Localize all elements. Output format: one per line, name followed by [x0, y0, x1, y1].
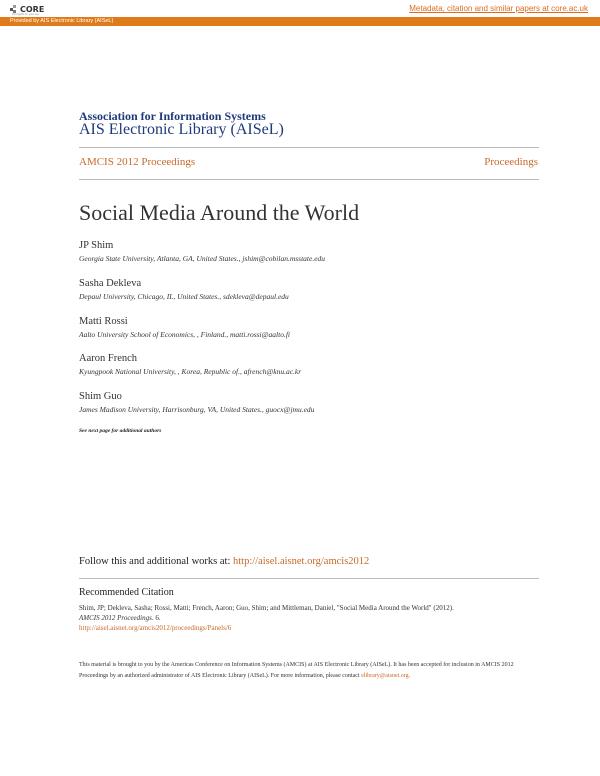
author-entry: [79, 240, 325, 263]
library-name[interactable]: AIS Electronic Library (AISeL): [79, 121, 284, 138]
follow-link[interactable]: http://aisel.aisnet.org/amcis2012: [233, 556, 370, 567]
follow-line: [79, 556, 369, 567]
citation-number: . 6.: [151, 614, 161, 622]
follow-label: Follow this and additional works at:: [79, 556, 231, 567]
see-next-page-note: See next page for additional authors: [79, 428, 162, 434]
author-entry: [79, 391, 314, 414]
availability-notice: [79, 660, 539, 682]
author-affiliation: Georgia State University, Atlanta, GA, United States., jshim@cobilan.msstate.edu: [79, 254, 326, 263]
citation-source: [79, 613, 539, 623]
top-divider: [79, 147, 539, 148]
author-name: Aaron French: [79, 353, 138, 364]
author-entry: [79, 353, 301, 376]
author-name: Matti Rossi: [79, 316, 128, 327]
core-top-bar: [0, 0, 600, 17]
core-logo-subtext: brought to you by: [12, 12, 39, 16]
citation-proceedings: AMCIS 2012 Proceedings: [79, 614, 152, 622]
proceedings-series-link[interactable]: AMCIS 2012 Proceedings: [79, 156, 196, 168]
recommended-citation-heading: Recommended Citation: [79, 587, 174, 598]
metadata-link[interactable]: Metadata, citation and similar papers at core.ac.uk: [409, 4, 588, 13]
citation-divider: [79, 578, 539, 579]
notice-end: .: [408, 673, 411, 679]
notice-text: This material is brought to you by the Americas Conference on Information Systems (AMCIS) at AIS Electronic Library (AISeL). It has been accepted for inclusion in AMCIS 2012 Proceedings by an authorized administrator of AIS Electronic Library (AISeL). For more information, please contact: [79, 662, 514, 679]
author-affiliation: James Madison University, Harrisonburg, VA, United States., guocx@jmu.edu: [79, 405, 315, 414]
author-name: Shim Guo: [79, 391, 122, 402]
proceedings-link[interactable]: Proceedings: [484, 156, 538, 168]
author-name: JP Shim: [79, 240, 114, 251]
author-affiliation: Depaul University, Chicago, IL, United States., sdekleva@depaul.edu: [79, 292, 289, 301]
citation-text: Shim, JP; Dekleva, Sasha; Rossi, Matti; French, Aaron; Guo, Shim; and Mittleman, Daniel, "Social Media Around the World" (2012).: [79, 604, 454, 612]
author-name: Sasha Dekleva: [79, 278, 142, 289]
author-affiliation: Aalto University School of Economics, , Finland., matti.rossi@aalto.fi: [79, 330, 290, 339]
paper-title: Social Media Around the World: [79, 200, 360, 225]
author-entry: [79, 278, 289, 301]
provided-by-text: Provided by AIS Electronic Library (AISeL): [10, 18, 114, 24]
author-entry: [79, 316, 290, 339]
provided-by-banner: [0, 17, 600, 26]
recommended-citation-body: [79, 603, 539, 633]
contact-email-link[interactable]: elibrary@aisnet.org: [361, 673, 409, 679]
nav-divider: [79, 179, 539, 180]
citation-link[interactable]: http://aisel.aisnet.org/amcis2012/proceedings/Panels/6: [79, 624, 232, 632]
author-affiliation: Kyungpook National University, , Korea, Republic of., afrench@knu.ac.kr: [79, 367, 302, 376]
core-logo-text: CORE: [20, 4, 45, 14]
association-name[interactable]: Association for Information Systems: [79, 109, 266, 123]
